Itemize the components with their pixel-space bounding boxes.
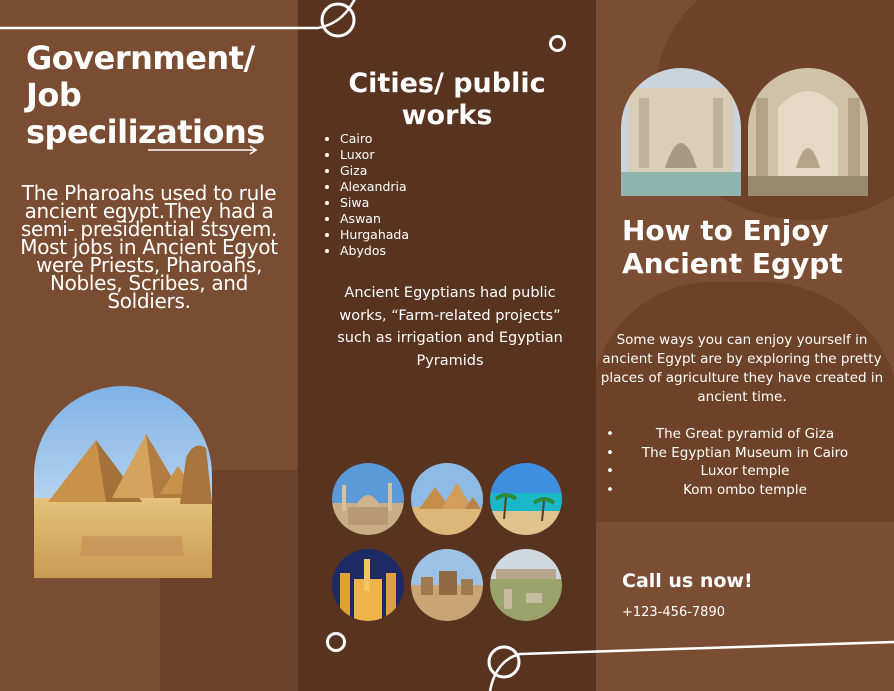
cities-list [322, 131, 409, 259]
list-item: • Alexandria [340, 179, 409, 195]
giza-pyramids-photo-icon [34, 386, 212, 578]
call-us-heading: Call us now! [622, 570, 753, 592]
list-item: • The Egyptian Museum in Cairo [606, 444, 884, 463]
panel-middle-title [322, 68, 572, 132]
arrow-icon [148, 144, 260, 156]
giza-pyramids-photo-icon [411, 463, 483, 535]
panel-right-body: Some ways you can enjoy yourself in ancient Egypt are by exploring the pretty places of agriculture they have created in ancient time. [600, 332, 884, 405]
panel-left-body: The Pharoahs used to rule ancient egypt.They had a semi- presidential stsyem. Most jobs in Ancient Egyot were Priests, Pharoahs, Nobles, Scribes, and Soldiers. [20, 181, 278, 313]
ring-icon [326, 632, 346, 652]
list-item: • The Great pyramid of Giza [606, 425, 884, 444]
list-item: • Siwa [340, 195, 409, 211]
list-item: • Hurgahada [340, 227, 409, 243]
list-item: • Cairo [340, 131, 409, 147]
places-list [606, 425, 884, 499]
panel-middle-body: Ancient Egyptians had public works, “Farm-related projects” such as irrigation and Egyptian Pyramids [337, 285, 563, 369]
title-line: Ancient Egypt [622, 247, 843, 280]
title-line: works [401, 100, 493, 131]
panel-right-title [622, 214, 882, 280]
decorative-line-bottom [470, 630, 894, 691]
list-item: • Kom ombo temple [606, 481, 884, 500]
title-line: How to Enjoy [622, 214, 829, 247]
alexandria-ruins-photo-icon [490, 549, 562, 621]
list-item: • Abydos [340, 243, 409, 259]
ring-icon [549, 35, 566, 52]
desert-ruins-photo-icon [411, 549, 483, 621]
panel-left-title [26, 40, 296, 151]
list-item: • Luxor [340, 147, 409, 163]
cairo-mosque-photo-icon [332, 463, 404, 535]
title-line: Government/ [26, 39, 255, 77]
list-item: • Aswan [340, 211, 409, 227]
fountain-statue-photo-icon [621, 68, 741, 196]
title-line: specilizations [26, 113, 265, 151]
title-line: Job [26, 76, 82, 114]
phone-number[interactable]: +123-456-7890 [622, 605, 725, 620]
luxor-temple-photo-icon [332, 549, 404, 621]
title-line: Cities/ public [348, 68, 546, 99]
red-sea-beach-photo-icon [490, 463, 562, 535]
fountain-statue-photo-icon [748, 68, 868, 196]
list-item: • Giza [340, 163, 409, 179]
list-item: • Luxor temple [606, 462, 884, 481]
